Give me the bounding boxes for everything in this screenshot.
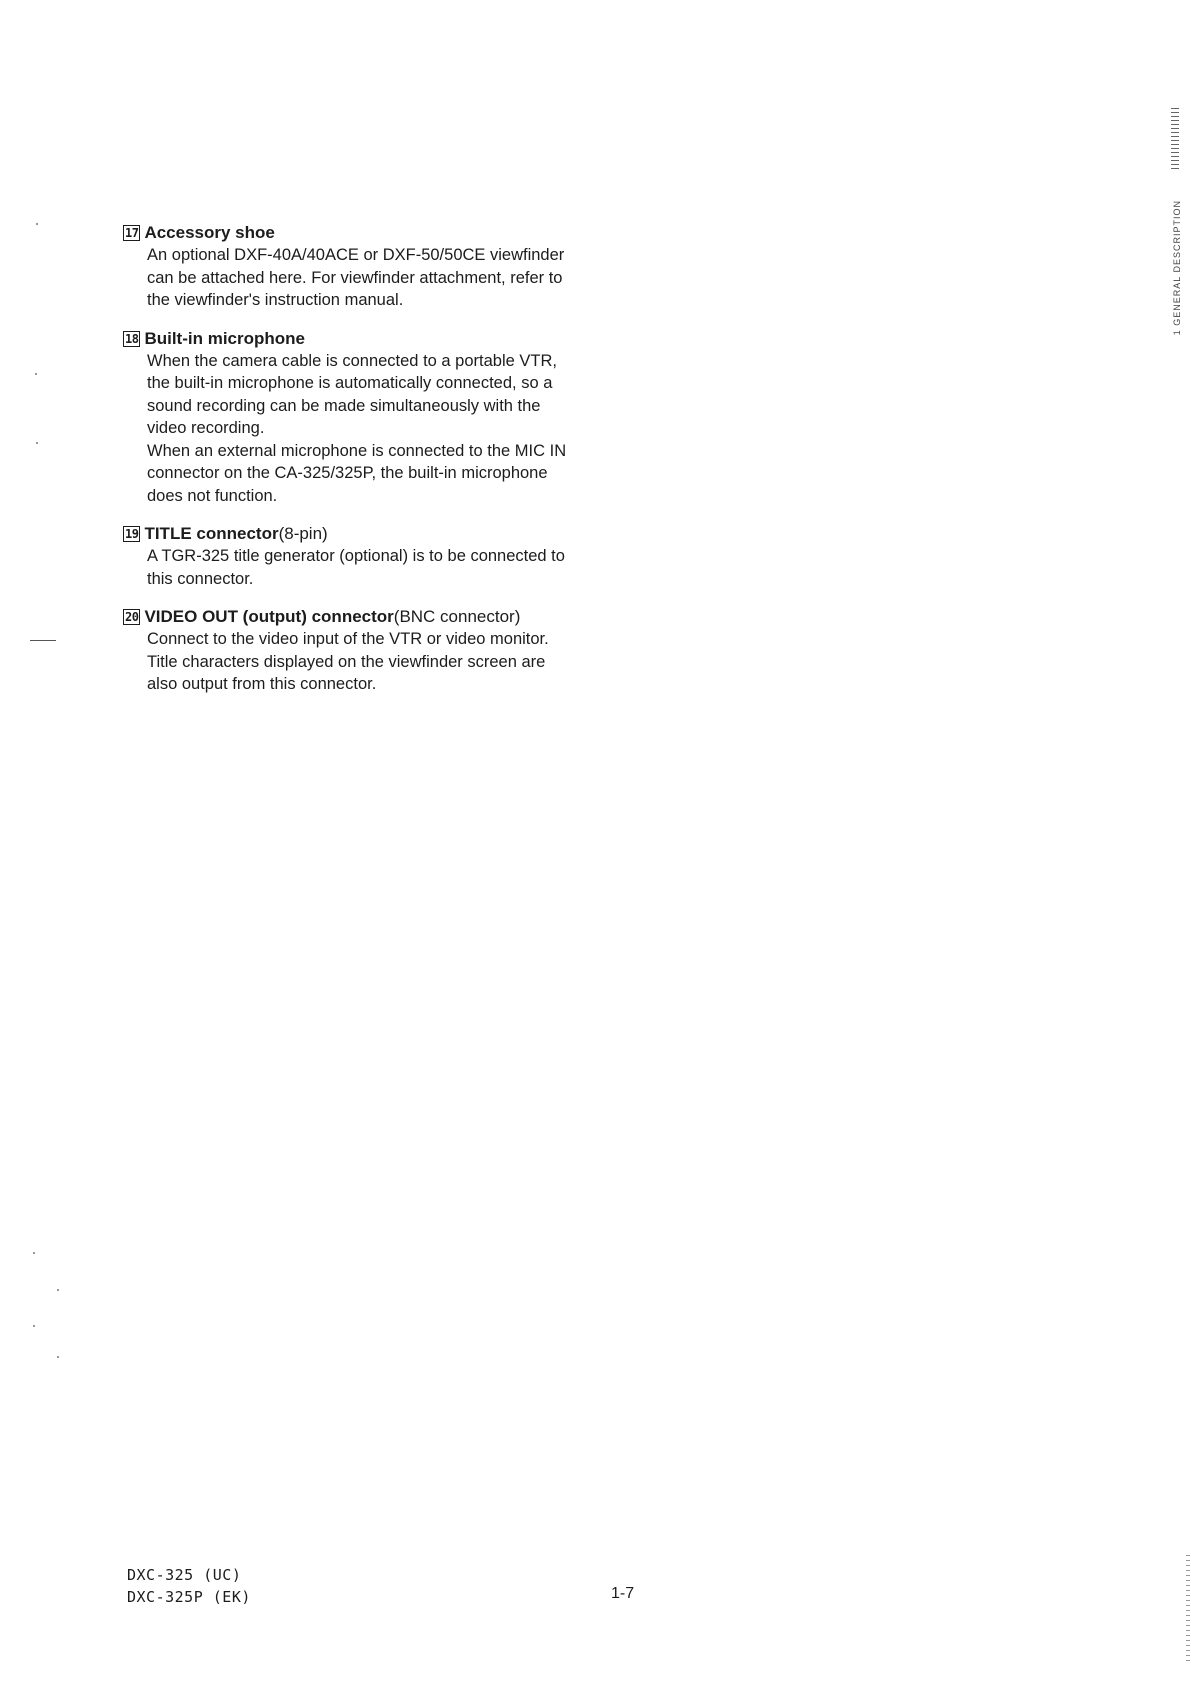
scan-speck xyxy=(57,1356,59,1358)
item-number-badge: 20 xyxy=(125,610,139,624)
footer-model-numbers xyxy=(127,1564,251,1608)
thumb-index-marks xyxy=(1171,108,1179,170)
model-uc: DXC-325 (UC) xyxy=(127,1566,242,1584)
description-line: connector on the CA-325/325P, the built-in microphone xyxy=(147,464,548,482)
item-number-badge: 17 xyxy=(125,226,139,240)
item-description xyxy=(147,628,613,696)
description-line: video recording. xyxy=(147,419,265,437)
item-title: Accessory shoe xyxy=(144,223,275,242)
item-number-badge: 19 xyxy=(125,527,139,541)
section-side-tab: 1 GENERAL DESCRIPTION xyxy=(1172,200,1182,336)
description-line: A TGR-325 title generator (optional) is to be connected to xyxy=(147,547,565,565)
description-list xyxy=(123,222,613,712)
description-line: also output from this connector. xyxy=(147,675,377,693)
item-number-badge: 18 xyxy=(125,331,139,346)
scan-speck xyxy=(36,442,38,444)
page-number: 1-7 xyxy=(611,1585,635,1602)
description-line: An optional DXF-40A/40ACE or DXF-50/50CE viewfinder xyxy=(147,246,565,264)
scan-speck xyxy=(33,1325,35,1327)
description-line: the built-in microphone is automatically connected, so a xyxy=(147,374,553,392)
description-line: the viewfinder's instruction manual. xyxy=(147,291,404,309)
description-line: does not function. xyxy=(147,486,278,505)
description-line: When the camera cable is connected to a portable VTR, xyxy=(147,351,557,370)
item-description xyxy=(147,244,613,312)
scan-speck xyxy=(33,1252,35,1254)
description-line: When an external microphone is connected to the MIC IN xyxy=(147,441,567,460)
item-title: VIDEO OUT (output) connector xyxy=(144,607,394,626)
list-item-title-connector xyxy=(123,523,613,590)
description-line: this connector. xyxy=(147,569,254,588)
item-description xyxy=(147,350,613,508)
item-heading xyxy=(123,523,613,545)
description-line: can be attached here. For viewfinder attachment, refer to xyxy=(147,268,563,287)
scan-speck xyxy=(35,373,37,375)
scan-speck xyxy=(57,1289,59,1291)
item-title-suffix: (BNC connector) xyxy=(393,607,521,626)
item-title-suffix: (8-pin) xyxy=(278,524,328,543)
item-title: Built-in microphone xyxy=(144,328,305,348)
list-item-video-out-connector xyxy=(123,606,613,696)
scan-speck xyxy=(36,223,38,225)
model-ek: DXC-325P (EK) xyxy=(127,1588,251,1606)
item-heading xyxy=(123,222,613,244)
item-title: TITLE connector xyxy=(144,524,279,543)
list-item-accessory-shoe xyxy=(123,222,613,312)
list-item-built-in-microphone xyxy=(123,328,613,508)
item-heading xyxy=(123,606,613,628)
item-heading xyxy=(123,328,613,350)
item-description xyxy=(147,545,613,590)
description-line: sound recording can be made simultaneously with the xyxy=(147,396,541,415)
description-line: Connect to the video input of the VTR or video monitor. xyxy=(147,630,549,648)
edge-index-marks xyxy=(1186,1555,1190,1665)
margin-rule xyxy=(30,640,56,641)
description-line: Title characters displayed on the viewfinder screen are xyxy=(147,652,546,671)
